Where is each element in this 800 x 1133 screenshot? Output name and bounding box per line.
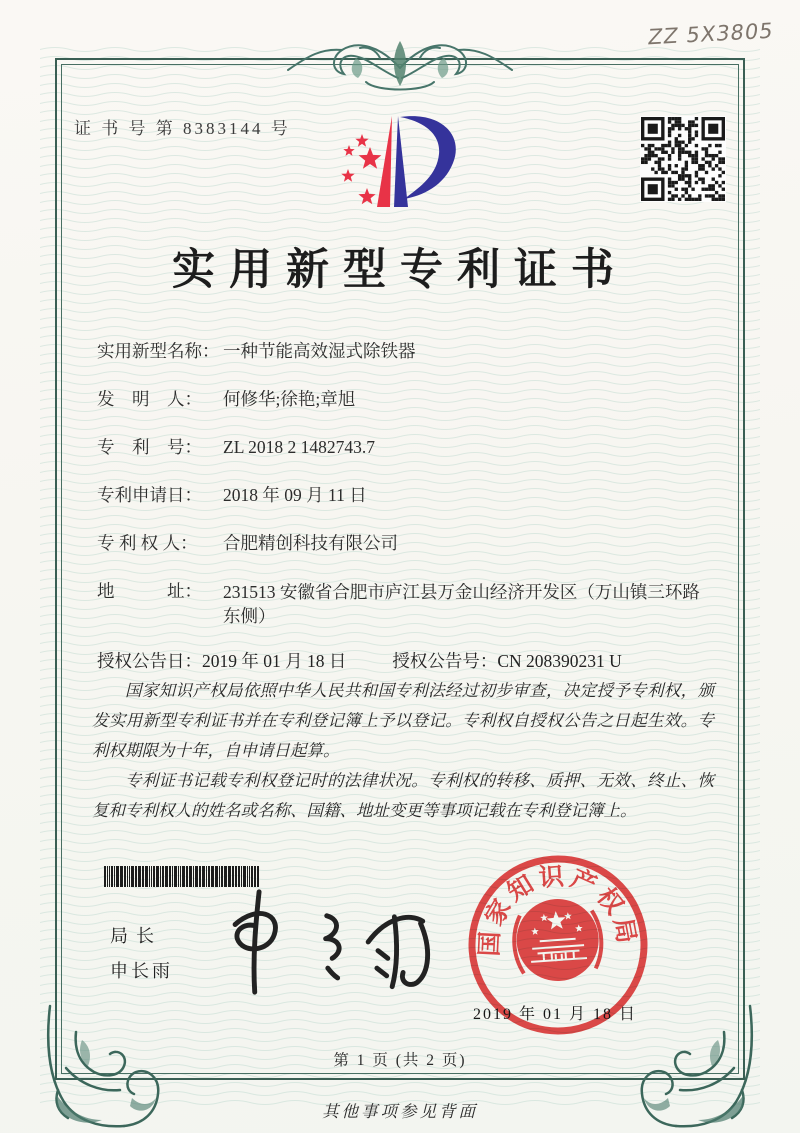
grant-number-label: 授权公告号：: [392, 651, 498, 671]
field-value: ZL 2018 2 1482743.7: [223, 437, 375, 457]
back-side-note: 其他事项参见背面: [322, 1102, 478, 1121]
barcode: [104, 866, 306, 887]
qr-code: [640, 116, 726, 202]
field-value: 231513 安徽省合肥市庐江县万金山经济开发区（万山镇三环路东侧）: [223, 582, 700, 626]
page-number: 第 1 页 (共 2 页): [333, 1052, 467, 1069]
field-list: [97, 340, 717, 672]
legal-text-block: [92, 676, 714, 826]
field-row-patentee: [97, 532, 717, 554]
field-row-filing-date: [97, 484, 717, 506]
certificate-title: 实用新型专利证书: [172, 247, 628, 294]
field-row-patent-number: [97, 436, 717, 458]
field-label: 实用新型名称：: [97, 341, 220, 361]
field-row-inventors: [97, 388, 717, 410]
grant-date-value: 2019 年 01 月 18 日: [202, 651, 347, 671]
director-signature: [222, 885, 462, 1000]
field-row-address: [97, 580, 717, 628]
field-label: 地 址：: [97, 581, 202, 601]
field-label: 专 利 权 人：: [97, 533, 198, 553]
certificate-number: 证 书 号 第 8383144 号: [74, 119, 291, 138]
grant-date-label: 授权公告日：: [97, 651, 202, 671]
top-flourish-ornament: [280, 28, 520, 103]
signatory-name: 申长雨: [110, 961, 173, 981]
field-label: 发 明 人：: [97, 389, 202, 409]
seal-text: 国家知识产权局: [476, 863, 641, 958]
seal-date: 2019 年 01 月 18 日: [473, 1006, 638, 1023]
legal-paragraph-2: 专利证书记载专利权登记时的法律状况。专利权的转移、质押、无效、终止、恢复和专利权人的姓名或名称、国籍、地址变更等事项记载在专利登记簿上。: [92, 771, 714, 821]
field-label: 专利申请日：: [97, 485, 202, 505]
field-label: 专 利 号：: [97, 437, 202, 457]
field-row-patent-name: [97, 340, 717, 362]
signatory-title: 局长: [110, 926, 162, 946]
field-value: 合肥精创科技有限公司: [223, 533, 398, 553]
grant-number-value: CN 208390231 U: [497, 651, 622, 671]
field-value: 2018 年 09 月 11 日: [223, 485, 367, 505]
grant-row: [97, 650, 717, 672]
field-value: 何修华;徐艳;章旭: [223, 389, 356, 409]
field-value: 一种节能高效湿式除铁器: [223, 341, 416, 361]
legal-paragraph-1: 国家知识产权局依照中华人民共和国专利法经过初步审查，决定授予专利权，颁发实用新型专利证书并在专利登记簿上予以登记。专利权自授权公告之日起生效。专利权期限为十年，自申请日起算。: [92, 681, 714, 761]
cnipa-logo-icon: [330, 108, 470, 230]
handwritten-code: ZZ 5X3805: [646, 18, 776, 50]
